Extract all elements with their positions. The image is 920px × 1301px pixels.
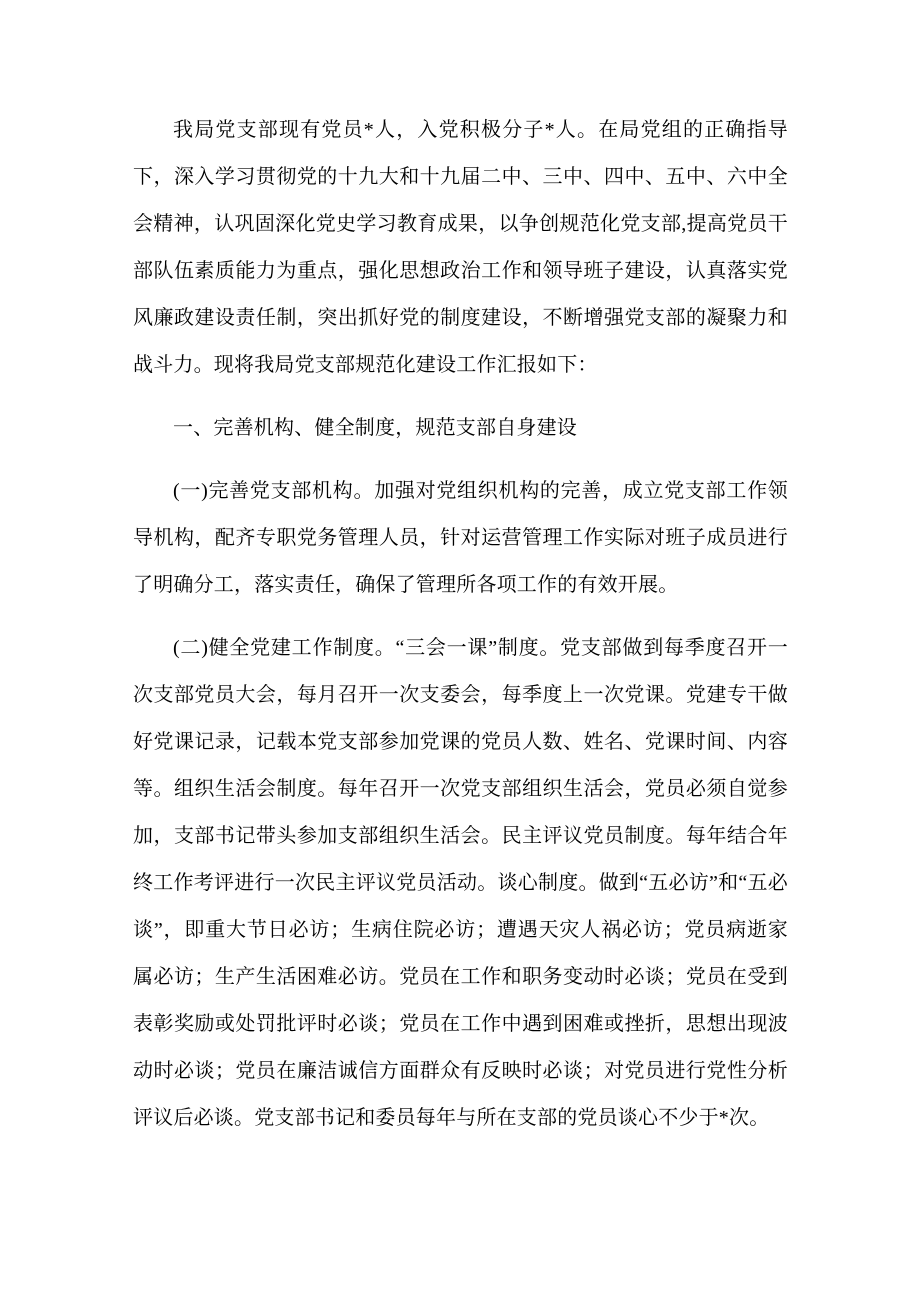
- paragraph-party-building-systems: (二)健全党建工作制度。“三会一课”制度。党支部做到每季度召开一次支部党员大会，每月召开一次支委会，每季度上一次党课。党建专干做好党课记录，记载本党支部参加党课的党员人数、姓名、党课时间、内容等。组织生活会制度。每年召开一次党支部组织生活会，党员必须自觉参加，支部书记带头参加支部组织生活会。民主评议党员制度。每年结合年终工作考评进行一次民主评议党员活动。谈心制度。做到“五必访”和“五必谈”，即重大节日必访；生病住院必访；遭遇天灾人祸必访；党员病逝家属必访；生产生活困难必访。党员在工作和职务变动时必谈；党员在受到表彰奖励或处罚批评时必谈；党员在工作中遇到困难或挫折，思想出现波动时必谈；党员在廉洁诚信方面群众有反映时必谈；对党员进行党性分析评议后必谈。党支部书记和委员每年与所在支部的党员谈心不少于*次。: [133, 637, 788, 1129]
- intro-paragraph: 我局党支部现有党员*人，入党积极分子*人。在局党组的正确指导下，深入学习贯彻党的十九大和十九届二中、三中、四中、五中、六中全会精神，认巩固深化党史学习教育成果，以争创规范化党支部,提高党员干部队伍素质能力为重点，强化思想政治工作和领导班子建设，认真落实党风廉政建设责任制，突出抓好党的制度建设，不断增强党支部的凝聚力和战斗力。现将我局党支部规范化建设工作汇报如下：: [133, 119, 788, 376]
- section-heading: 一、完善机构、健全制度，规范支部自身建设: [173, 417, 577, 439]
- paragraph-improve-branch-structure: (一)完善党支部机构。加强对党组织机构的完善，成立党支部工作领导机构，配齐专职党务管理人员，针对运营管理工作实际对班子成员进行了明确分工，落实责任，确保了管理所各项工作的有效开展。: [133, 480, 788, 596]
